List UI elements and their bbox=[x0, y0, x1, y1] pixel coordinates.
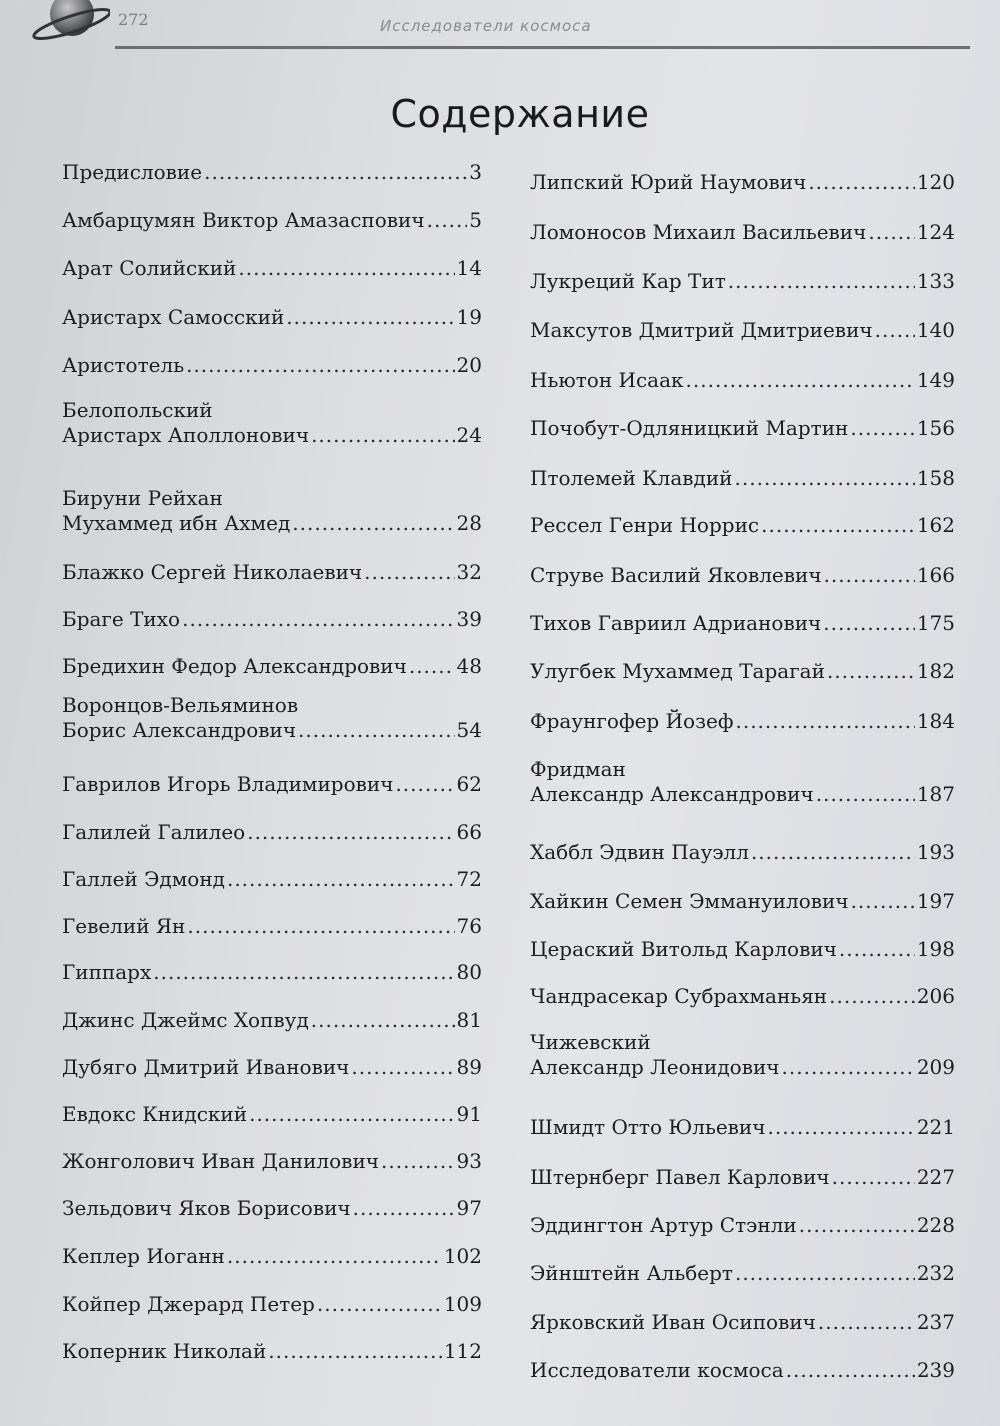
toc-page-number: 193 bbox=[916, 840, 955, 864]
toc-page-number: 206 bbox=[916, 984, 955, 1008]
toc-entry-name: Хайкин Семен Эммануилович bbox=[530, 889, 849, 913]
toc-entry-name: Фридман bbox=[530, 757, 626, 781]
toc-leader-dots bbox=[427, 208, 468, 233]
toc-entry bbox=[530, 937, 955, 962]
toc-entry-name: Эддингтон Артур Стэнли bbox=[530, 1213, 797, 1237]
toc-leader-dots bbox=[761, 513, 915, 538]
toc-entry bbox=[62, 398, 482, 448]
toc-entry bbox=[62, 867, 482, 892]
toc-page-number: 14 bbox=[456, 256, 482, 280]
toc-entry bbox=[530, 1030, 955, 1080]
toc-leader-dots bbox=[829, 984, 915, 1009]
toc-leader-dots bbox=[351, 1055, 454, 1080]
toc-entry bbox=[530, 889, 955, 914]
toc-leader-dots bbox=[823, 611, 915, 636]
toc-leader-dots bbox=[868, 220, 914, 245]
toc-page-number: 72 bbox=[456, 867, 482, 891]
toc-leader-dots bbox=[799, 1213, 915, 1238]
toc-entry bbox=[530, 269, 955, 294]
toc-page-number: 76 bbox=[456, 914, 482, 938]
toc-page-number: 62 bbox=[456, 772, 482, 796]
toc-page-number: 20 bbox=[456, 353, 482, 377]
toc-entry bbox=[62, 654, 482, 679]
toc-leader-dots bbox=[824, 563, 915, 588]
toc-entry-name: Хаббл Эдвин Пауэлл bbox=[530, 840, 749, 864]
toc-entry-name: Коперник Николай bbox=[62, 1339, 267, 1363]
toc-entry-name: Струве Василий Яковлевич bbox=[530, 563, 822, 587]
toc-entry-name: Александр Леонидович bbox=[530, 1055, 780, 1079]
toc-entry bbox=[62, 960, 482, 985]
toc-page-number: 19 bbox=[456, 305, 482, 329]
toc-entry bbox=[62, 560, 482, 585]
toc-entry bbox=[62, 256, 482, 281]
toc-entry-name: Ньютон Исаак bbox=[530, 368, 684, 392]
toc-entry-name: Гаврилов Игорь Владимирович bbox=[62, 772, 394, 796]
toc-leader-dots bbox=[818, 1310, 915, 1335]
toc-page-number: 102 bbox=[443, 1244, 482, 1268]
toc-entry-name: Тихов Гавриил Адрианович bbox=[530, 611, 822, 635]
toc-page-number: 54 bbox=[456, 718, 482, 742]
toc-entry-name: Аристотель bbox=[62, 353, 185, 377]
toc-leader-dots bbox=[286, 305, 454, 330]
toc-page-number: 133 bbox=[916, 269, 955, 293]
toc-leader-dots bbox=[751, 840, 915, 865]
toc-leader-dots bbox=[364, 560, 454, 585]
toc-page-number: 120 bbox=[916, 170, 955, 194]
toc-entry-name: Улугбек Мухаммед Тарагай bbox=[530, 659, 825, 683]
toc-page-number: 140 bbox=[916, 318, 955, 342]
toc-entry-name: Аристарх Аполлонович bbox=[62, 423, 310, 447]
toc-entry-name: Браге Тихо bbox=[62, 607, 181, 631]
toc-leader-dots bbox=[292, 511, 454, 536]
toc-entry-name: Исследователи космоса bbox=[530, 1358, 784, 1382]
toc-entry-name: Кеплер Иоганн bbox=[62, 1244, 225, 1268]
toc-page-number: 166 bbox=[916, 563, 955, 587]
toc-page-number: 3 bbox=[469, 160, 482, 184]
page-number: 272 bbox=[118, 10, 149, 29]
toc-entry bbox=[530, 840, 955, 865]
toc-page-number: 209 bbox=[916, 1055, 955, 1079]
toc-leader-dots bbox=[317, 1292, 442, 1317]
toc-leader-dots bbox=[238, 256, 454, 281]
toc-entry-name: Шмидт Отто Юльевич bbox=[530, 1115, 766, 1139]
toc-page-number: 91 bbox=[456, 1102, 482, 1126]
toc-entry-name: Рессел Генри Норрис bbox=[530, 513, 760, 537]
toc-leader-dots bbox=[735, 466, 915, 491]
toc-page-number: 97 bbox=[456, 1196, 482, 1220]
toc-entry-name: Гиппарх bbox=[62, 960, 152, 984]
toc-leader-dots bbox=[311, 423, 454, 448]
toc-page-number: 156 bbox=[916, 416, 955, 440]
toc-entry bbox=[530, 513, 955, 538]
toc-page-number: 80 bbox=[456, 960, 482, 984]
toc-page-number: 198 bbox=[916, 937, 955, 961]
page-title: Содержание bbox=[390, 92, 650, 136]
toc-entry-name: Зельдович Яков Борисович bbox=[62, 1196, 351, 1220]
toc-page-number: 93 bbox=[456, 1149, 482, 1173]
toc-entry bbox=[62, 772, 482, 797]
toc-entry bbox=[530, 1165, 955, 1190]
toc-page-number: 239 bbox=[916, 1358, 955, 1382]
toc-page-number: 5 bbox=[469, 208, 482, 232]
toc-entry bbox=[530, 416, 955, 441]
toc-entry bbox=[530, 466, 955, 491]
toc-entry bbox=[530, 1261, 955, 1286]
toc-leader-dots bbox=[311, 1008, 455, 1033]
toc-page-number: 232 bbox=[916, 1261, 955, 1285]
toc-page-number: 112 bbox=[443, 1339, 482, 1363]
toc-entry bbox=[62, 1055, 482, 1080]
toc-entry-name: Гевелий Ян bbox=[62, 914, 186, 938]
toc-entry bbox=[62, 305, 482, 330]
toc-leader-dots bbox=[782, 1055, 915, 1080]
toc-entry-name: Арат Солийский bbox=[62, 256, 237, 280]
planet-logo-icon bbox=[30, 0, 110, 48]
toc-entry bbox=[530, 1115, 955, 1140]
toc-entry-name: Ломоносов Михаил Васильевич bbox=[530, 220, 867, 244]
toc-entry bbox=[530, 318, 955, 343]
toc-page-number: 182 bbox=[916, 659, 955, 683]
toc-entry bbox=[530, 220, 955, 245]
toc-entry-name: Липский Юрий Наумович bbox=[530, 170, 807, 194]
toc-entry bbox=[62, 1196, 482, 1221]
toc-entry-name: Лукреций Кар Тит bbox=[530, 269, 726, 293]
toc-leader-dots bbox=[187, 914, 454, 939]
toc-entry-name: Максутов Дмитрий Дмитриевич bbox=[530, 318, 873, 342]
toc-page-number: 109 bbox=[443, 1292, 482, 1316]
toc-entry-name: Фраунгофер Йозеф bbox=[530, 709, 734, 733]
toc-leader-dots bbox=[182, 607, 454, 632]
toc-page-number: 39 bbox=[456, 607, 482, 631]
toc-entry-name: Амбарцумян Виктор Амазаспович bbox=[62, 208, 425, 232]
toc-entry-name: Галилей Галилео bbox=[62, 820, 246, 844]
toc-entry-name: Александр Александрович bbox=[530, 782, 814, 806]
toc-entry-name: Жонголович Иван Данилович bbox=[62, 1149, 379, 1173]
toc-entry-name: Дубяго Дмитрий Иванович bbox=[62, 1055, 350, 1079]
toc-entry-name: Бредихин Федор Александрович bbox=[62, 654, 407, 678]
toc-page-number: 48 bbox=[456, 654, 482, 678]
toc-leader-dots bbox=[227, 1244, 442, 1269]
toc-page-number: 149 bbox=[916, 368, 955, 392]
toc-entry bbox=[530, 1213, 955, 1238]
toc-page-number: 227 bbox=[916, 1165, 955, 1189]
toc-entry-name: Чижевский bbox=[530, 1030, 651, 1054]
toc-page-number: 237 bbox=[916, 1310, 955, 1334]
toc-page-number: 187 bbox=[916, 782, 955, 806]
toc-page-number: 158 bbox=[916, 466, 955, 490]
toc-entry-name: Галлей Эдмонд bbox=[62, 867, 225, 891]
toc-entry bbox=[530, 563, 955, 588]
toc-leader-dots bbox=[735, 709, 914, 734]
toc-entry bbox=[530, 368, 955, 393]
toc-entry bbox=[62, 1244, 482, 1269]
toc-entry bbox=[530, 984, 955, 1009]
toc-entry-name: Бируни Рейхан bbox=[62, 486, 223, 510]
toc-entry bbox=[62, 914, 482, 939]
toc-leader-dots bbox=[816, 782, 915, 807]
toc-leader-dots bbox=[268, 1339, 442, 1364]
toc-entry bbox=[62, 1149, 482, 1174]
toc-entry bbox=[530, 611, 955, 636]
toc-entry-name: Предисловие bbox=[62, 160, 203, 184]
toc-leader-dots bbox=[227, 867, 455, 892]
toc-entry bbox=[62, 1008, 482, 1033]
toc-entry bbox=[530, 1310, 955, 1335]
toc-entry-name: Борис Александрович bbox=[62, 718, 297, 742]
toc-page-number: 197 bbox=[916, 889, 955, 913]
toc-leader-dots bbox=[186, 353, 454, 378]
toc-entry-name: Цераский Витольд Карлович bbox=[530, 937, 837, 961]
toc-page-number: 24 bbox=[456, 423, 482, 447]
toc-page-number: 66 bbox=[456, 820, 482, 844]
toc-entry bbox=[62, 693, 482, 743]
toc-entry-name: Евдокс Книдский bbox=[62, 1102, 248, 1126]
toc-leader-dots bbox=[247, 820, 454, 845]
toc-leader-dots bbox=[735, 1261, 915, 1286]
toc-leader-dots bbox=[827, 659, 915, 684]
toc-leader-dots bbox=[728, 269, 915, 294]
toc-leader-dots bbox=[153, 960, 454, 985]
toc-page-number: 221 bbox=[916, 1115, 955, 1139]
toc-entry-name: Джинс Джеймс Хопвуд bbox=[62, 1008, 309, 1032]
toc-entry-name: Мухаммед ибн Ахмед bbox=[62, 511, 291, 535]
toc-entry-name: Воронцов-Вельяминов bbox=[62, 693, 299, 717]
toc-leader-dots bbox=[686, 368, 915, 393]
toc-leader-dots bbox=[839, 937, 915, 962]
toc-page-number: 124 bbox=[916, 220, 955, 244]
toc-page-number: 89 bbox=[456, 1055, 482, 1079]
toc-page-number: 162 bbox=[916, 513, 955, 537]
toc-entry bbox=[530, 659, 955, 684]
toc-leader-dots bbox=[808, 170, 915, 195]
toc-leader-dots bbox=[395, 772, 454, 797]
toc-page-number: 175 bbox=[916, 611, 955, 635]
toc-leader-dots bbox=[298, 718, 455, 743]
toc-entry bbox=[62, 208, 482, 233]
toc-entry-name: Штернберг Павел Карлович bbox=[530, 1165, 830, 1189]
toc-leader-dots bbox=[381, 1149, 455, 1174]
toc-leader-dots bbox=[875, 318, 915, 343]
toc-entry bbox=[62, 353, 482, 378]
toc-entry bbox=[62, 1339, 482, 1364]
toc-leader-dots bbox=[832, 1165, 915, 1190]
toc-entry bbox=[62, 160, 482, 185]
toc-leader-dots bbox=[409, 654, 455, 679]
toc-leader-dots bbox=[786, 1358, 915, 1383]
toc-entry bbox=[530, 757, 955, 807]
toc-page-number: 228 bbox=[916, 1213, 955, 1237]
running-title: Исследователи космоса bbox=[380, 17, 592, 35]
toc-page-number: 184 bbox=[916, 709, 955, 733]
toc-leader-dots bbox=[204, 160, 467, 185]
toc-entry bbox=[530, 170, 955, 195]
toc-entry bbox=[530, 1358, 955, 1383]
toc-leader-dots bbox=[851, 889, 915, 914]
toc-entry bbox=[62, 1102, 482, 1127]
toc-entry-name: Белопольский bbox=[62, 398, 213, 422]
toc-entry bbox=[62, 820, 482, 845]
toc-entry-name: Почобут-Одляницкий Мартин bbox=[530, 416, 849, 440]
toc-entry-name: Птолемей Клавдий bbox=[530, 466, 733, 490]
toc-entry bbox=[530, 709, 955, 734]
toc-entry-name: Блажко Сергей Николаевич bbox=[62, 560, 363, 584]
toc-entry bbox=[62, 486, 482, 536]
toc-leader-dots bbox=[850, 416, 914, 441]
toc-leader-dots bbox=[353, 1196, 455, 1221]
toc-entry bbox=[62, 1292, 482, 1317]
toc-entry-name: Ярковский Иван Осипович bbox=[530, 1310, 816, 1334]
toc-page-number: 81 bbox=[456, 1008, 482, 1032]
toc-entry-name: Чандрасекар Субрахманьян bbox=[530, 984, 828, 1008]
toc-entry-name: Аристарх Самосский bbox=[62, 305, 285, 329]
toc-entry bbox=[62, 607, 482, 632]
toc-entry-name: Эйнштейн Альберт bbox=[530, 1261, 733, 1285]
toc-page-number: 32 bbox=[456, 560, 482, 584]
toc-page-number: 28 bbox=[456, 511, 482, 535]
toc-entry-name: Койпер Джерард Петер bbox=[62, 1292, 315, 1316]
toc-leader-dots bbox=[249, 1102, 454, 1127]
toc-leader-dots bbox=[767, 1115, 914, 1140]
